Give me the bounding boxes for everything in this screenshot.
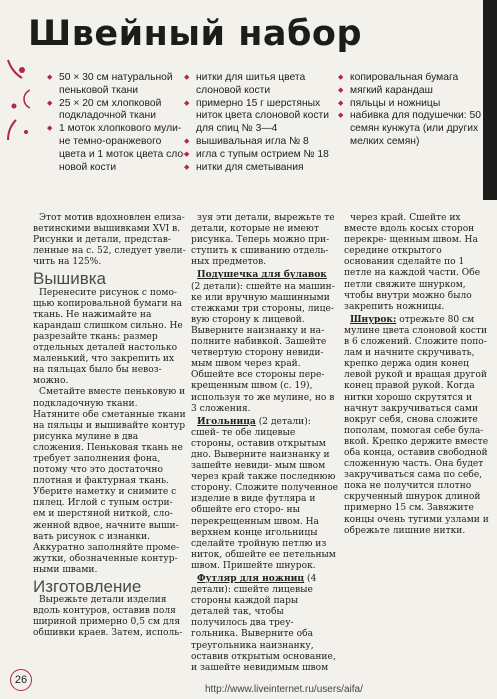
needlecase-text: (2 детали): сшей- те обе лицевые стороны, оставив открытым дно. Выверните наизнанку и зашейте невиди- мым швом через край также последнюю сторону. Сложите полученное изделие в виде футляра и обшейте его сторо- ны перекрещенным швом. На верхнем конце игольницы сделайте тройную петлю из ниток, обшейте ее петельным швом. Пришейте шнурок. [191, 416, 339, 571]
page-number: 26 [10, 669, 32, 691]
paragraph: зуя эти детали, вырежьте те детали, которые не имеют рисунка. Теперь можно при- ступить к сшиванию отдель- ных предметов. [191, 213, 335, 268]
material-item: ◆ 1 моток хлопкового мули- не темно-оранжевого цвета и 1 моток цвета сло- новой кости [47, 123, 187, 174]
section-heading-making: Изготовление [33, 577, 142, 596]
materials-column-2 [184, 72, 334, 174]
needlecase-label: Игольница [197, 415, 256, 427]
material-item: ◆ 50 × 30 см натуральной пеньковой ткани [47, 72, 187, 98]
paragraph: Перенесите рисунок с помо- щью копировальной бумаги на ткань. Не нажимайте на карандаш слишком сильно. Не разрезайте ткань: размер отдельных деталей настолько маленький, что закрепить их на пяльцах было бы невоз- можно. [33, 287, 183, 387]
cord-label: Шнурок: [350, 313, 397, 325]
page-title: Швейный набор [28, 14, 363, 54]
needlecase-paragraph [191, 416, 339, 572]
text-column-1 [33, 213, 187, 639]
paragraph: Вырежьте детали изделия вдоль контуров, оставив поля шириной примерно 0,5 см для обшивки краев. Затем, исполь- [33, 595, 183, 639]
material-item: ◆ набивка для подушечки: 50 г семян кунжута (или других мелких семян) [338, 110, 488, 148]
materials-column-1 [47, 72, 187, 174]
cord-text: отрежьте 80 см мулине цвета слоновой кости в 6 сложений. Сложите попо- лам и начните скручивать, крепко держа один конец левой рукой и вращая другой конец правой рукой. Когда нитки хорошо скрутятся и начнут закручиваться сами вокруг себя, снова сложите пополам, помогая себе була- вкой. Крепко держите вместе оба конца, оставив свободной сложенную часть. Она будет закручиваться сама по себе, пока не получится плотно скрученный шнурок длиной примерно 15 см. Завяжите концы очень тугими узлами и обрежьте лишние нитки. [344, 314, 489, 536]
text-column-2 [191, 213, 339, 674]
scissor-case-paragraph [191, 573, 339, 674]
paragraph: через край. Сшейте их вместе вдоль косых сторон перекре- щенным швом. На середине открытого основания сделайте по 1 петле на каждой части. Обе петли свяжите шнурком, чтобы внутри можно было закрепить ножницы. [344, 213, 481, 312]
material-item: ◆ вышивальная игла № 8 [184, 136, 334, 149]
intro-paragraph: Этот мотив вдохновлен елиза- ветинскими вышивками XVI в. Рисунки и детали, представ- ленные на с. 52, следует увели- чить на 125%. [33, 213, 186, 268]
material-item: ◆ мягкий карандаш [338, 85, 488, 98]
scissor-case-label: Футляр для ножниц [197, 573, 305, 584]
material-item: ◆ нитки для шитья цвета слоновой кости [184, 72, 334, 98]
scissor-case-text: (4 детали): сшейте лицевые стороны каждой пары деталей так, чтобы получилось два треу- гольника. Выверните оба треугольника наизнанку, оставив открытым основание, и зашейте невидимым швом [191, 574, 336, 673]
material-item: ◆ копировальная бумага [338, 72, 488, 85]
pincushion-text: (2 детали): сшейте на машин- ке или вручную машинными стежками три стороны, лице- вую сторону к лицевой. Выверните наизнанку и на- полните набивкой. Зашейте четвертую сторону невиди- мым швом через край. Обшейте все стороны пере- крещенным швом (с. 19), используя то же мулине, но в 3 сложения. [191, 281, 335, 414]
paragraph: Сметайте вместе пеньковую и подкладочную ткани. Натяните обе сметанные ткани на пяльцы и вышивайте контур рисунка мулине в два сложения. Пеньковая ткань не требует заполнения фона, потому что это достаточно плотная и фактурная ткань. Уберите наметку и снимите с пялец. Иглой с тупым остри- ем и шерстяной ниткой, сло- женной вдвое, начните выши- вать рисунок с изнанки. Аккуратно заполняйте проме- жутки, обозначенные контур- ными швами. [33, 387, 186, 575]
material-item: ◆ игла с тупым острием № 18 [184, 149, 334, 162]
section-heading-embroidery: Вышивка [33, 269, 106, 289]
cord-paragraph [344, 314, 492, 537]
material-item: ◆ пяльцы и ножницы [338, 98, 488, 111]
materials-column-3 [338, 72, 488, 149]
pincushion-label: Подушечка для булавок [197, 269, 327, 281]
text-column-3 [344, 213, 492, 537]
material-item: ◆ нитки для сметывания [184, 162, 334, 175]
material-item: ◆ примерно 15 г шерстяных ниток цвета слоновой кости для спиц № 3—4 [184, 98, 334, 136]
pincushion-paragraph [191, 269, 339, 414]
material-item: ◆ 25 × 20 см хлопковой подкладочной ткани [47, 98, 187, 124]
watermark-url[interactable]: http://www.liveinternet.ru/users/aifa/ [205, 684, 363, 695]
